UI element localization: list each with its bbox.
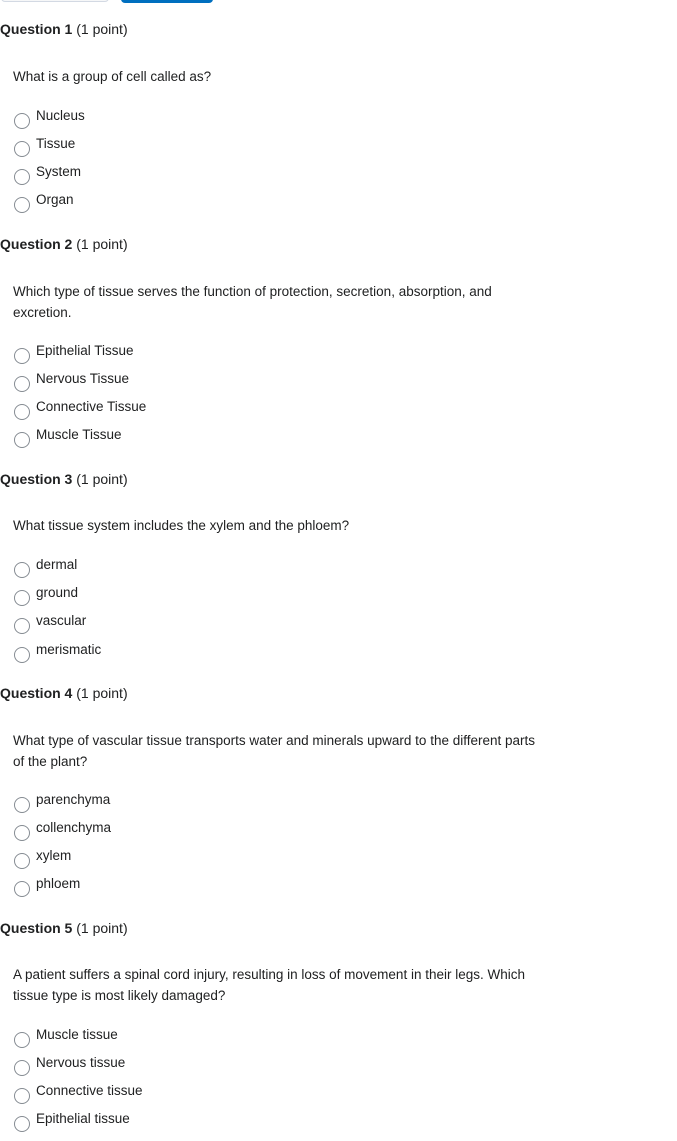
radio-button[interactable] — [14, 432, 30, 448]
primary-button[interactable] — [121, 0, 213, 3]
choice-q5-epithelial[interactable] — [14, 1109, 130, 1133]
choice-label[interactable]: ground — [36, 585, 79, 600]
question-text: What is a group of cell called as? — [13, 69, 212, 84]
choice-label[interactable]: xylem — [36, 848, 72, 863]
question-header — [0, 20, 128, 38]
radio-button[interactable] — [14, 853, 30, 869]
choice-label[interactable]: vascular — [36, 613, 87, 628]
question-points: (1 point) — [76, 21, 128, 37]
radio-button[interactable] — [14, 797, 30, 813]
choice-q1-system[interactable] — [14, 162, 81, 186]
radio-button[interactable] — [14, 590, 30, 606]
radio-button[interactable] — [14, 348, 30, 364]
radio-button[interactable] — [14, 881, 30, 897]
choice-q3-merismatic[interactable] — [14, 640, 101, 664]
choice-label[interactable]: Connective tissue — [36, 1083, 143, 1098]
question-title: Question 3 — [0, 471, 73, 487]
radio-button[interactable] — [14, 1032, 30, 1048]
choice-label[interactable]: Nervous Tissue — [36, 371, 130, 386]
question-title: Question 4 — [0, 685, 73, 701]
radio-button[interactable] — [14, 141, 30, 157]
choice-label[interactable]: parenchyma — [36, 792, 111, 807]
choice-q2-connective[interactable] — [14, 397, 146, 421]
choice-q2-muscle[interactable] — [14, 425, 122, 449]
question-header — [0, 919, 128, 937]
choice-q2-epithelial[interactable] — [14, 341, 134, 365]
question-header — [0, 684, 128, 702]
radio-button[interactable] — [14, 618, 30, 634]
choice-label[interactable]: Nucleus — [36, 108, 85, 123]
question-text: A patient suffers a spinal cord injury, resulting in loss of movement in their legs. Which tissue type is most likely damaged? — [13, 967, 525, 1003]
choice-q5-connective[interactable] — [14, 1081, 143, 1105]
question-title: Question 2 — [0, 236, 73, 252]
secondary-button[interactable] — [1, 0, 109, 2]
radio-button[interactable] — [14, 376, 30, 392]
choice-q5-nervous[interactable] — [14, 1053, 125, 1077]
top-toolbar — [0, 0, 677, 4]
choice-q2-nervous[interactable] — [14, 369, 129, 393]
choice-label[interactable]: Nervous tissue — [36, 1055, 126, 1070]
choice-label[interactable]: dermal — [36, 557, 78, 572]
radio-button[interactable] — [14, 1088, 30, 1104]
choice-label[interactable]: System — [36, 164, 82, 179]
choice-label[interactable]: Connective Tissue — [36, 399, 147, 414]
choice-label[interactable]: Muscle tissue — [36, 1027, 118, 1042]
radio-button[interactable] — [14, 825, 30, 841]
question-title: Question 5 — [0, 920, 73, 936]
choice-q3-dermal[interactable] — [14, 555, 77, 579]
choice-q1-tissue[interactable] — [14, 134, 75, 158]
radio-button[interactable] — [14, 197, 30, 213]
question-points: (1 point) — [76, 236, 128, 252]
choice-q4-parenchyma[interactable] — [14, 790, 110, 814]
radio-button[interactable] — [14, 113, 30, 129]
choice-label[interactable]: Epithelial tissue — [36, 1111, 130, 1126]
choice-label[interactable]: Epithelial Tissue — [36, 343, 134, 358]
choice-q4-xylem[interactable] — [14, 846, 71, 870]
choice-label[interactable]: Muscle Tissue — [36, 427, 122, 442]
radio-button[interactable] — [14, 647, 30, 663]
radio-button[interactable] — [14, 1116, 30, 1132]
radio-button[interactable] — [14, 404, 30, 420]
question-text: What tissue system includes the xylem and the phloem? — [13, 518, 350, 533]
choice-q1-nucleus[interactable] — [14, 106, 85, 130]
choice-q3-vascular[interactable] — [14, 611, 86, 635]
radio-button[interactable] — [14, 1060, 30, 1076]
choice-q4-collenchyma[interactable] — [14, 818, 111, 842]
choice-q5-muscle[interactable] — [14, 1025, 118, 1049]
radio-button[interactable] — [14, 169, 30, 185]
choice-q1-organ[interactable] — [14, 190, 74, 214]
choice-q3-ground[interactable] — [14, 583, 78, 607]
question-text: Which type of tissue serves the function of protection, secretion, absorption, and excretion. — [13, 284, 492, 320]
choice-q4-phloem[interactable] — [14, 874, 80, 898]
choice-label[interactable]: collenchyma — [36, 820, 112, 835]
choice-label[interactable]: Tissue — [36, 136, 76, 151]
question-points: (1 point) — [76, 685, 128, 701]
radio-button[interactable] — [14, 562, 30, 578]
choice-label[interactable]: phloem — [36, 876, 81, 891]
choice-label[interactable]: Organ — [36, 192, 74, 207]
question-points: (1 point) — [76, 920, 128, 936]
question-header — [0, 235, 128, 253]
question-header — [0, 470, 128, 488]
question-text: What type of vascular tissue transports water and minerals upward to the different parts of the plant? — [13, 733, 536, 769]
choice-label[interactable]: merismatic — [36, 642, 102, 657]
question-title: Question 1 — [0, 21, 73, 37]
question-points: (1 point) — [76, 471, 128, 487]
